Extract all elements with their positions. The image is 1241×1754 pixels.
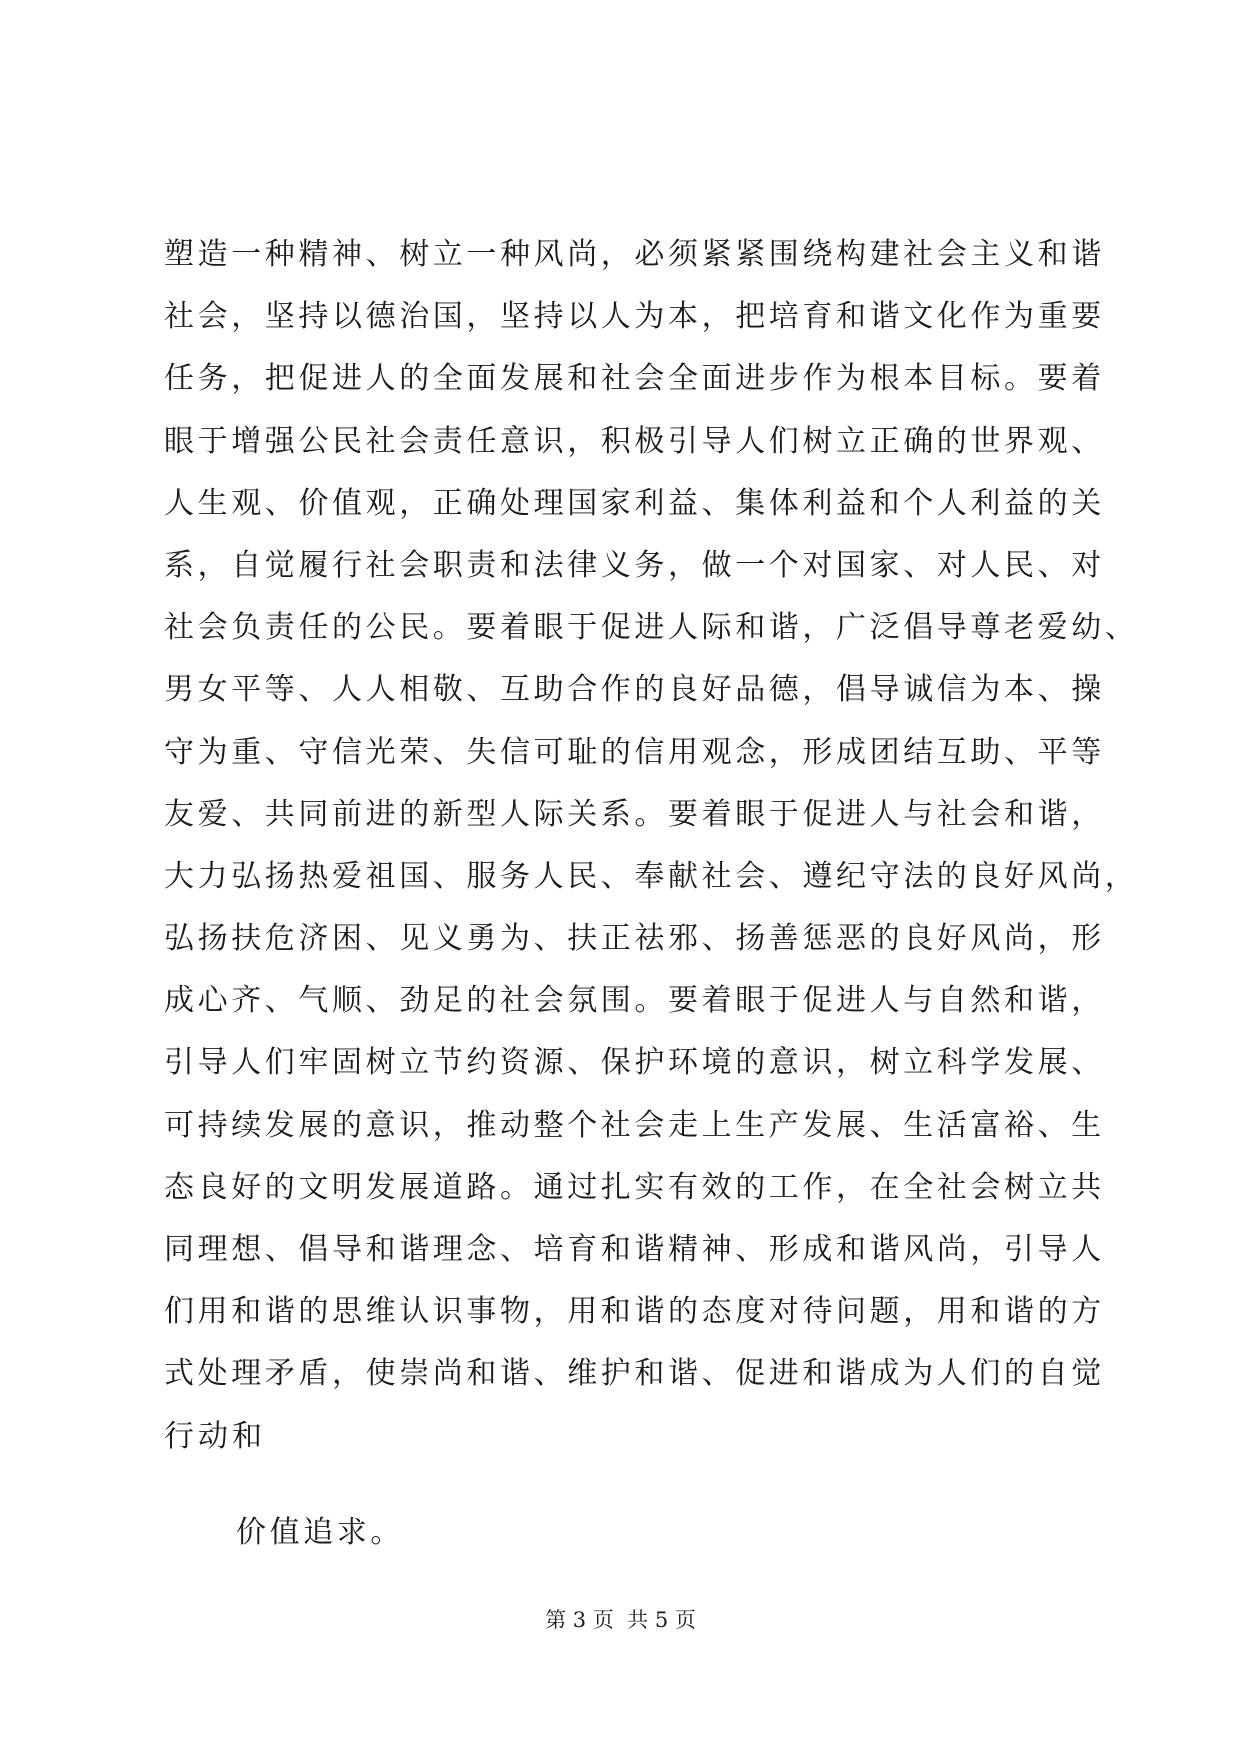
text-line: 们用和谐的思维认识事物，用和谐的态度对待问题，用和谐的方 xyxy=(164,1294,1105,1330)
text-line: 男女平等、人人相敬、互助合作的良好品德，倡导诚信为本、操 xyxy=(164,672,1105,708)
text-line: 行动和 xyxy=(164,1418,266,1454)
text-line: 眼于增强公民社会责任意识，积极引导人们树立正确的世界观、 xyxy=(164,423,1105,459)
body-paragraph-continued: 价值追求。 xyxy=(236,1515,404,1550)
text-line: 可持续发展的意识，推动整个社会走上生产发展、生活富裕、生 xyxy=(164,1107,1105,1143)
text-line: 人生观、价值观，正确处理国家利益、集体利益和个人利益的关 xyxy=(164,485,1105,521)
text-line: 引导人们牢固树立节约资源、保护环境的意识，树立科学发展、 xyxy=(164,1045,1105,1081)
text-line: 系，自觉履行社会职责和法律义务，做一个对国家、对人民、对 xyxy=(164,547,1105,583)
body-paragraph xyxy=(164,224,1139,1468)
text-line: 友爱、共同前进的新型人际关系。要着眼于促进人与社会和谐， xyxy=(164,796,1105,832)
page-number: 第 3 页 共 5 页 xyxy=(545,1608,696,1632)
text-line: 社会负责任的公民。要着眼于促进人际和谐，广泛倡导尊老爱幼、 xyxy=(164,610,1139,646)
text-line: 守为重、守信光荣、失信可耻的信用观念，形成团结互助、平等 xyxy=(164,734,1105,770)
text-line: 社会，坚持以德治国，坚持以人为本，把培育和谐文化作为重要 xyxy=(164,299,1105,335)
page-footer xyxy=(0,1605,1241,1635)
text-line: 任务，把促进人的全面发展和社会全面进步作为根本目标。要着 xyxy=(164,361,1105,397)
text-line: 态良好的文明发展道路。通过扎实有效的工作，在全社会树立共 xyxy=(164,1169,1105,1205)
text-line: 弘扬扶危济困、见义勇为、扶正祛邪、扬善惩恶的良好风尚，形 xyxy=(164,921,1105,957)
text-line: 塑造一种精神、树立一种风尚，必须紧紧围绕构建社会主义和谐 xyxy=(164,237,1105,272)
text-line: 式处理矛盾，使崇尚和谐、维护和谐、促进和谐成为人们的自觉 xyxy=(164,1356,1105,1392)
text-line: 同理想、倡导和谐理念、培育和谐精神、形成和谐风尚，引导人 xyxy=(164,1232,1105,1267)
text-line: 成心齐、气顺、劲足的社会氛围。要着眼于促进人与自然和谐， xyxy=(164,983,1105,1019)
text-line: 大力弘扬热爱祖国、服务人民、奉献社会、遵纪守法的良好风尚， xyxy=(164,858,1139,894)
